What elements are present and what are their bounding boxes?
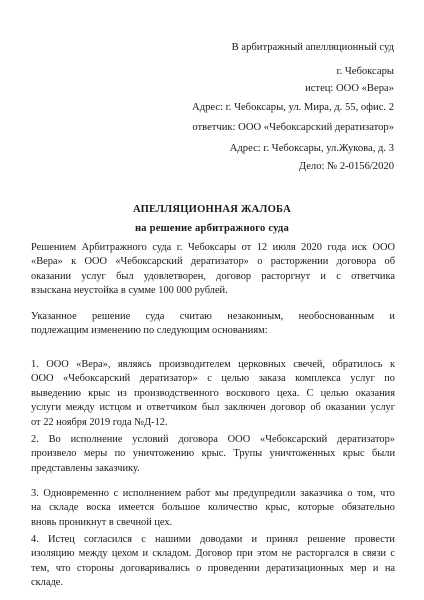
paragraph-line: произвело меры по уничтожению крыс. Трупы уничтоженных крыс были: [31, 448, 395, 460]
paragraph-line: подлежащим изменению по следующим основаниям:: [31, 325, 268, 337]
paragraph-line: вновь проникнут в свечной цех.: [31, 516, 173, 528]
paragraph-point-3: [31, 487, 395, 530]
paragraph-line: оказании услуг был удовлетворен, договор расторгнут и с ответчика: [31, 270, 395, 282]
document-subtitle: на решение арбитражного суда: [135, 223, 289, 234]
paragraph-line: тем, что стороны договаривались о проведении дератизационных мер и на: [31, 562, 395, 574]
paragraph-line: Указанное решение суда считаю незаконным, необоснованным и: [31, 311, 395, 322]
paragraph-line: 2. Во исполнение условий договора ООО «Чебоксарский дератизатор»: [31, 434, 395, 445]
paragraph-line: «Вера» к ООО «Чебоксарский дератизатор» о расторжении договора об: [31, 256, 395, 268]
defendant-address: Адрес: г. Чебоксары, ул.Жукова, д. 3: [229, 143, 394, 154]
paragraph-line: 3. Одновременно с исполнением работ мы предупредили заказчика о том, что: [31, 488, 395, 499]
defendant-name: ответчик: ООО «Чебоксарский дератизатор»: [192, 122, 394, 133]
paragraph-line: 4. Истец согласился с нашими доводами и принял решение провести: [31, 534, 395, 545]
paragraph-grounds: [31, 310, 395, 339]
paragraph-point-4: [31, 533, 395, 591]
paragraph-line: услуги между истцом и ответчиком был заключен договор об оказании услуг: [31, 402, 395, 414]
paragraph-line: представлены заказчику.: [31, 462, 140, 474]
case-number: Дело: № 2-0156/2020: [298, 161, 394, 172]
paragraph-line: складе.: [31, 577, 63, 589]
paragraph-line: выведению крыс из производственного воскового цеха. С целью оказания: [31, 387, 395, 399]
plaintiff-name: истец: ООО «Вера»: [305, 83, 394, 94]
paragraph-intro: [31, 241, 395, 299]
court-name: В арбитражный апелляционный суд: [231, 42, 394, 53]
paragraph-line: ООО «Чебоксарский дератизатор» с целью заказа комплекса услуг по: [31, 373, 395, 385]
plaintiff-address: Адрес: г. Чебоксары, ул. Мира, д. 55, офис. 2: [192, 102, 394, 113]
paragraph-line: от 22 ноября 2019 года №Д-12.: [31, 416, 168, 428]
paragraph-line: 1. ООО «Вера», являясь производителем церковных свечей, обратилось к: [31, 359, 395, 370]
paragraph-line: изоляцию между цехом и складом. Договор при этом не расторгался в связи с: [31, 548, 395, 560]
paragraph-line: Решением Арбитражного суда г. Чебоксары от 12 июля 2020 года иск ООО: [31, 242, 395, 253]
paragraph-line: на складе воска имеется большое количество крыс, которые обязательно: [31, 502, 395, 514]
document-title: АПЕЛЛЯЦИОННАЯ ЖАЛОБА: [133, 204, 291, 215]
court-city: г. Чебоксары: [336, 66, 394, 77]
paragraph-point-2: [31, 433, 395, 476]
paragraph-line: взыскана неустойка в сумме 100 000 рублей.: [31, 285, 228, 297]
paragraph-point-1: [31, 358, 395, 430]
